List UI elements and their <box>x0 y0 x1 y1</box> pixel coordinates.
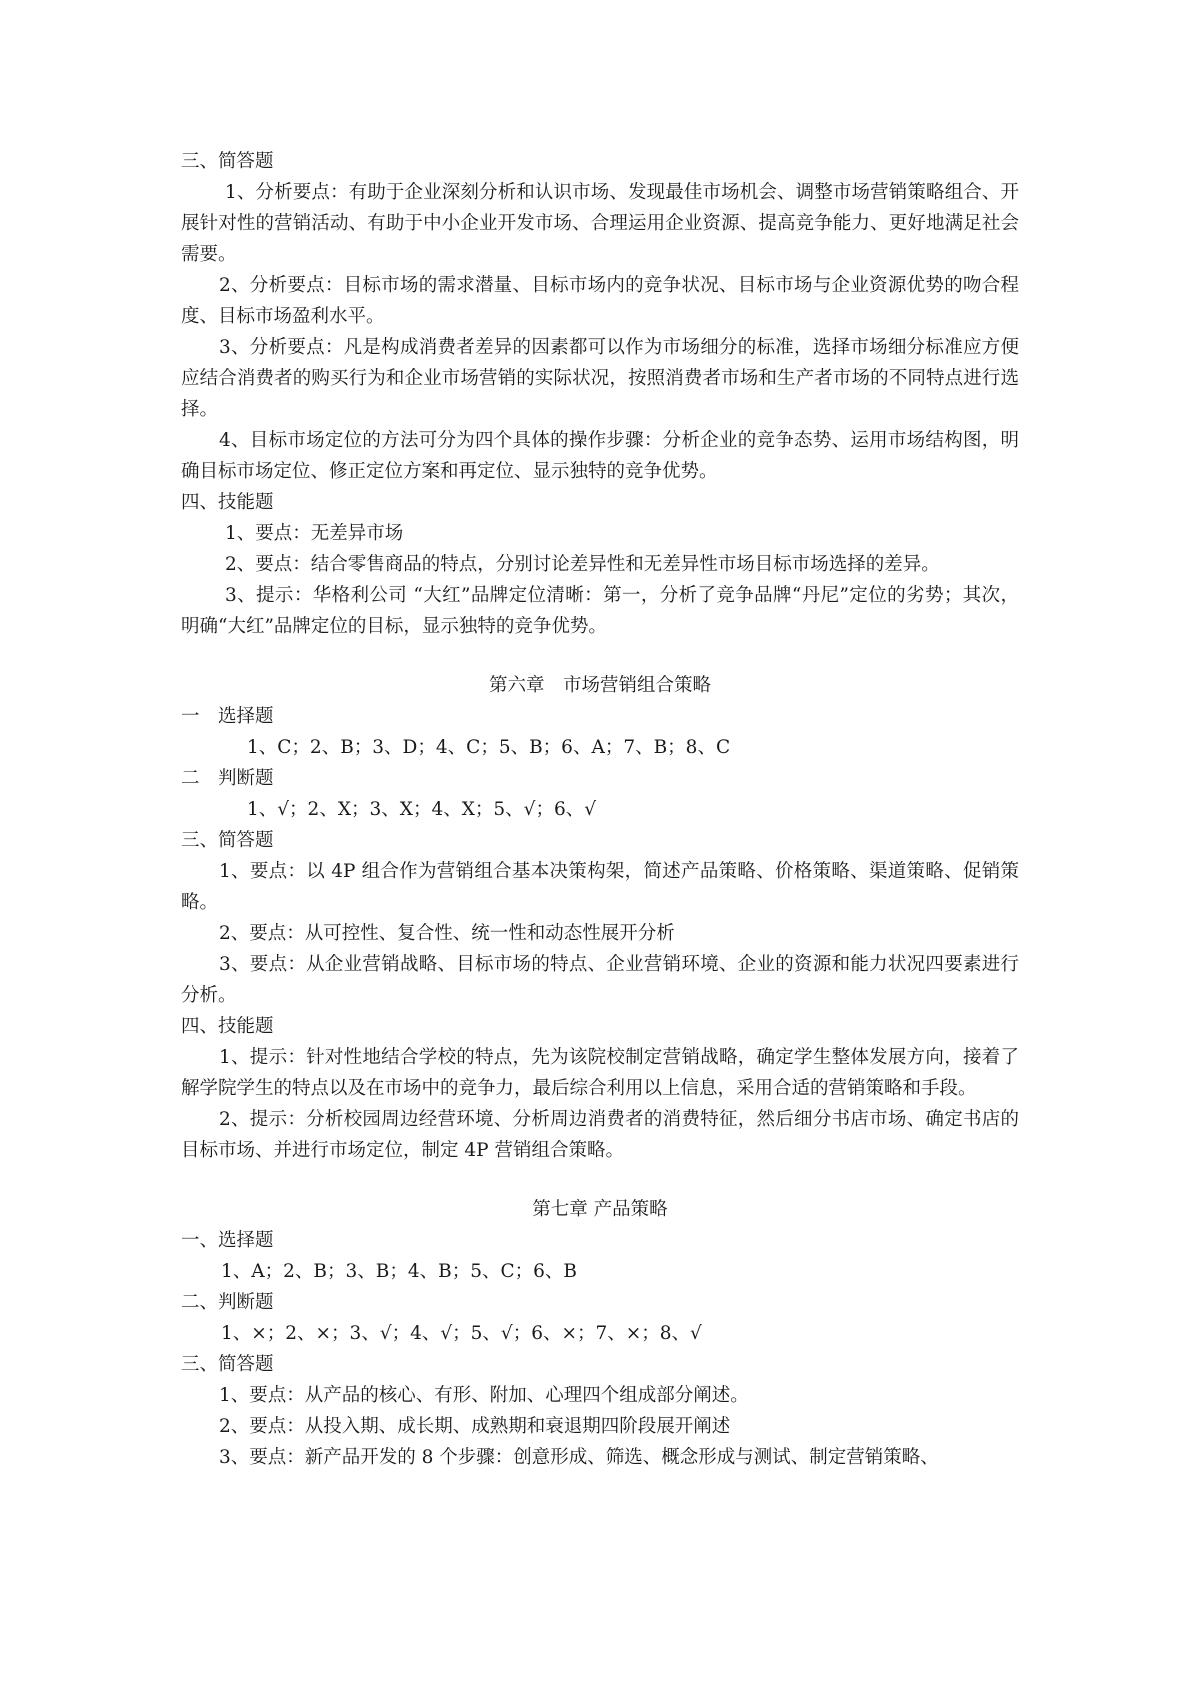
answer-item: 2、要点：从投入期、成长期、成熟期和衰退期四阶段展开阐述 <box>219 1416 731 1437</box>
section-heading-judge: 二 判断题 <box>181 768 274 789</box>
section-heading-choice: 一 选择题 <box>181 706 274 727</box>
document-page <box>181 146 1019 1473</box>
answer-item: 1、要点：从产品的核心、有形、附加、心理四个组成部分阐述。 <box>219 1385 749 1406</box>
answer-item: 1、提示：针对性地结合学校的特点，先为该院校制定营销战略，确定学生整体发展方向，接着了解学院学生的特点以及在市场中的竞争力，最后综合利用以上信息，采用合适的营销策略和手段。 <box>181 1047 1019 1099</box>
answer-item: 1、分析要点：有助于企业深刻分析和认识市场、发现最佳市场机会、调整市场营销策略组合、开展针对性的营销活动、有助于中小企业开发市场、合理运用企业资源、提高竞争能力、更好地满足社会需要。 <box>181 182 1019 265</box>
judge-answers: 1、×；2、×；3、√；4、√；5、√；6、×；7、×；8、√ <box>221 1323 702 1344</box>
answer-item: 1、要点：以 4P 组合作为营销组合基本决策构架，简述产品策略、价格策略、渠道策略、促销策略。 <box>181 861 1019 913</box>
section-heading-choice: 一、选择题 <box>181 1230 274 1251</box>
answer-item: 4、目标市场定位的方法可分为四个具体的操作步骤：分析企业的竞争态势、运用市场结构图，明确目标市场定位、修正定位方案和再定位、显示独特的竞争优势。 <box>181 430 1019 482</box>
section-heading-short-answer: 三、简答题 <box>181 151 274 172</box>
section-heading-skill: 四、技能题 <box>181 492 274 513</box>
answer-item: 2、要点：结合零售商品的特点，分别讨论差异性和无差异性市场目标市场选择的差异。 <box>225 554 940 575</box>
answer-item: 2、分析要点：目标市场的需求潜量、目标市场内的竞争状况、目标市场与企业资源优势的吻合程度、目标市场盈利水平。 <box>181 275 1019 327</box>
choice-answers: 1、C；2、B；3、D；4、C；5、B；6、A；7、B；8、C <box>247 737 731 758</box>
section-heading-short-answer: 三、简答题 <box>181 1354 274 1375</box>
answer-item: 2、要点：从可控性、复合性、统一性和动态性展开分析 <box>219 923 675 944</box>
answer-item: 3、要点：新产品开发的 8 个步骤：创意形成、筛选、概念形成与测试、制定营销策略、 <box>219 1447 939 1468</box>
answer-item: 3、提示：华格利公司 “大红”品牌定位清晰：第一，分析了竞争品牌“丹尼”定位的劣势；其次，明确“大红”品牌定位的目标，显示独特的竞争优势。 <box>181 585 1019 637</box>
answer-item: 2、提示：分析校园周边经营环境、分析周边消费者的消费特征，然后细分书店市场、确定书店的目标市场、并进行市场定位，制定 4P 营销组合策略。 <box>181 1109 1019 1161</box>
chapter-title: 第六章 市场营销组合策略 <box>488 675 711 696</box>
chapter-title: 第七章 产品策略 <box>532 1199 668 1220</box>
section-heading-short-answer: 三、简答题 <box>181 830 274 851</box>
section-heading-judge: 二、判断题 <box>181 1292 274 1313</box>
judge-answers: 1、√；2、X；3、X；4、X；5、√；6、√ <box>247 799 596 820</box>
choice-answers: 1、A；2、B；3、B；4、B；5、C；6、B <box>221 1261 578 1282</box>
section-heading-skill: 四、技能题 <box>181 1016 274 1037</box>
answer-item: 1、要点：无差异市场 <box>225 523 404 544</box>
answer-item: 3、要点：从企业营销战略、目标市场的特点、企业营销环境、企业的资源和能力状况四要素进行分析。 <box>181 954 1019 1006</box>
answer-item: 3、分析要点：凡是构成消费者差异的因素都可以作为市场细分的标准，选择市场细分标准应方便应结合消费者的购买行为和企业市场营销的实际状况，按照消费者市场和生产者市场的不同特点进行选择。 <box>181 337 1019 420</box>
